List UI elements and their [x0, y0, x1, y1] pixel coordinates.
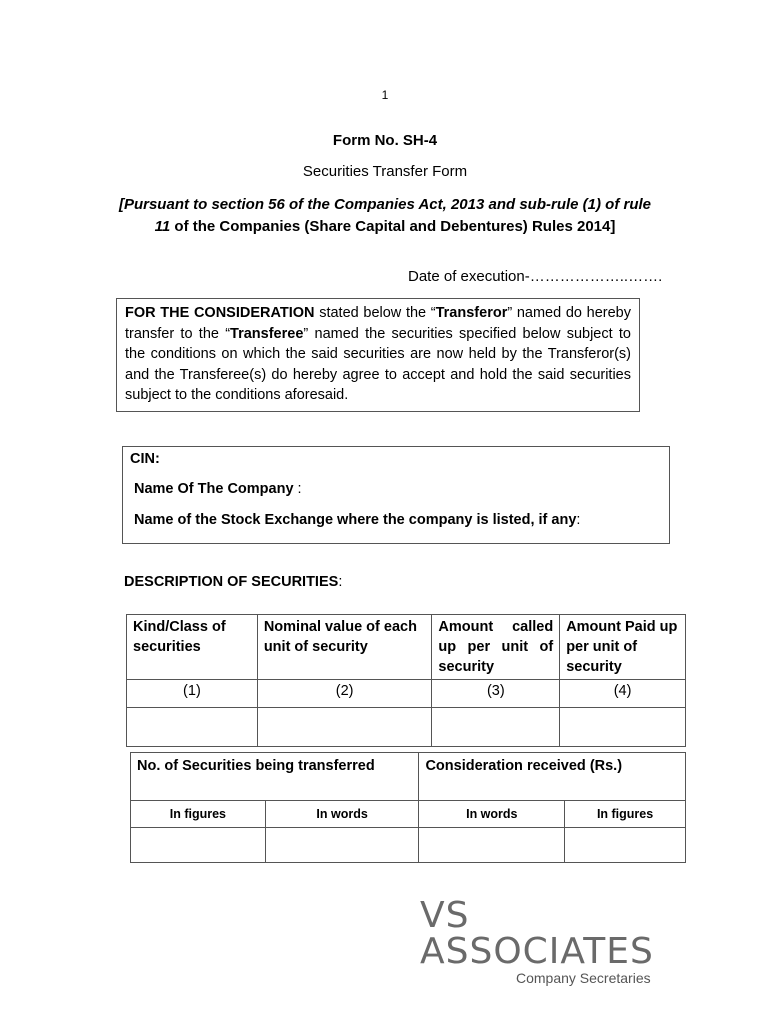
header-securities-transferred: No. of Securities being transferred	[131, 753, 419, 801]
stock-exchange-sep: :	[576, 512, 581, 528]
col-number: (4)	[560, 680, 686, 708]
logo-tagline: Company Secretaries	[516, 970, 651, 986]
company-name-sep: :	[293, 481, 302, 497]
date-of-execution: Date of execution-………………..…….	[408, 268, 663, 285]
col-number: (2)	[257, 680, 432, 708]
consideration-lead: FOR THE CONSIDERATION	[125, 305, 315, 321]
subheader-in-figures: In figures	[131, 801, 266, 828]
description-heading	[124, 574, 342, 590]
col-number: (1)	[127, 680, 258, 708]
description-colon: :	[338, 574, 343, 590]
securities-header-row	[127, 615, 686, 680]
pursuant-statement	[100, 194, 670, 238]
header-kind-class: Kind/Class of securities	[127, 615, 258, 680]
entry-amount-called[interactable]	[432, 708, 560, 747]
description-heading-text: DESCRIPTION OF SECURITIES	[124, 574, 339, 590]
entry-consideration-words[interactable]	[419, 828, 565, 863]
entry-nominal-value[interactable]	[257, 708, 432, 747]
securities-number-row	[127, 680, 686, 708]
company-name-row	[134, 481, 302, 497]
pursuant-line-2: of the Companies (Share Capital and Debentures) Rules 2014]	[170, 218, 616, 235]
entry-securities-figures[interactable]	[131, 828, 266, 863]
securities-entry-row	[127, 708, 686, 747]
col-number: (3)	[432, 680, 560, 708]
transferee-label: Transferee	[230, 325, 304, 342]
header-amount-called: Amount called up per unit of security	[432, 615, 560, 680]
transferor-label: Transferor	[435, 305, 508, 321]
logo-name: VS ASSOCIATES	[420, 895, 654, 972]
form-title: Securities Transfer Form	[302, 163, 468, 180]
consideration-text-2: ” named do hereby transfer to the “	[125, 305, 631, 342]
pursuant-line-1: [Pursuant to section 56 of the Companies Act, 2013 and sub-rule (1) of rule	[118, 196, 652, 213]
consideration-text-3: ” named the securities specified below subject to the conditions on which the said securities are now held by the Transferor(s) and the Transferee(s) do hereby agree to accept and hold the said securities subject to the conditions aforesaid.	[125, 325, 631, 403]
rule-number: 11	[154, 218, 171, 235]
transfer-entry-row	[131, 828, 686, 863]
form-number: Form No. SH-4	[332, 132, 438, 149]
subheader-in-words: In words	[419, 801, 565, 828]
cin-label: CIN:	[130, 451, 160, 467]
stock-exchange-row	[134, 512, 580, 528]
entry-amount-paid[interactable]	[560, 708, 686, 747]
entry-securities-words[interactable]	[265, 828, 419, 863]
header-amount-paid: Amount Paid up per unit of security	[560, 615, 686, 680]
company-name-label: Name Of The Company	[134, 481, 294, 497]
subheader-in-figures: In figures	[565, 801, 686, 828]
stock-exchange-label: Name of the Stock Exchange where the company is listed, if any	[134, 512, 577, 528]
subheader-in-words: In words	[265, 801, 419, 828]
consideration-box	[116, 298, 640, 412]
vs-associates-logo	[420, 895, 680, 986]
consideration-text-1: stated below the “	[314, 305, 436, 321]
header-consideration-received: Consideration received (Rs.)	[419, 753, 686, 801]
transfer-table	[130, 752, 686, 863]
page-number: 1	[381, 88, 389, 102]
entry-kind-class[interactable]	[127, 708, 258, 747]
securities-table	[126, 614, 686, 747]
company-details-box	[122, 446, 670, 544]
transfer-header-row	[131, 753, 686, 801]
header-nominal-value: Nominal value of each unit of security	[257, 615, 432, 680]
transfer-subheader-row	[131, 801, 686, 828]
entry-consideration-figures[interactable]	[565, 828, 686, 863]
